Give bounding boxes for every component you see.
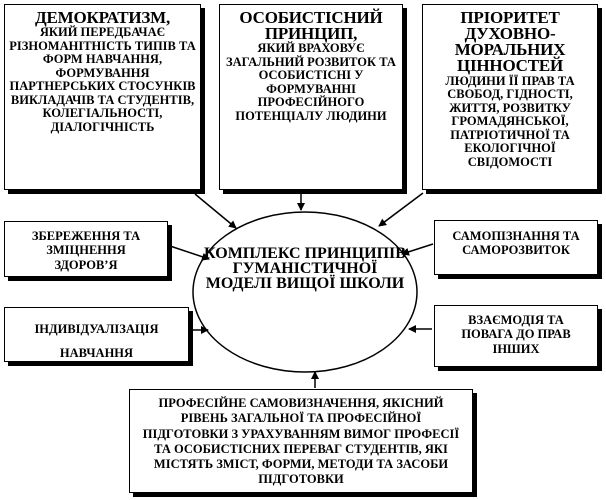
box-spiritual-values-title: ПРІОРИТЕТ ДУХОВНО-МОРАЛЬНИХ ЦІННОСТЕЙ bbox=[454, 8, 566, 76]
box-self-development-text: САМОПІЗНАННЯ ТА САМОРОЗВИТОК bbox=[452, 229, 580, 258]
box-spiritual-values bbox=[422, 4, 598, 190]
box-interaction bbox=[434, 305, 598, 367]
arrow-top-right bbox=[379, 193, 423, 226]
box-individualization bbox=[4, 307, 189, 362]
box-health bbox=[4, 221, 168, 277]
box-spiritual-values-body: ЛЮДИНИ ЇЇ ПРАВ ТА СВОБОД, ГІДНОСТІ, ЖИТТЯ, РОЗВИТКУ ГРОМАДЯНСЬКОЇ, ПАТРІОТИЧНОЇ ТА ЕКОЛОГІЧНОЇ СВІДОМОСТІ bbox=[445, 73, 575, 169]
box-personal-principle bbox=[219, 4, 403, 190]
box-personal-principle-title: ОСОБИСТІСНИЙ ПРИНЦИП, bbox=[239, 8, 383, 44]
box-personal-principle-body: ЯКИЙ ВРАХОВУЄ ЗАГАЛЬНИЙ РОЗВИТОК ТА ОСОБИСТІСНІ У ФОРМУВАННІ ПРОФЕСІЙНОГО ПОТЕНЦІАЛУ ЛЮДИНИ bbox=[226, 41, 396, 123]
box-professional-selfdetermination-text: ПРОФЕСІЙНЕ САМОВИЗНАЧЕННЯ, ЯКІСНИЙ РІВЕНЬ ЗАГАЛЬНОЇ ТА ПРОФЕСІЙНОЇ ПІДГОТОВКИ З УРАХУВАННЯМ ВИМОГ ПРОФЕСІЇ ТА ОСОБИСТІСНИХ ПЕРЕВАГ СТУДЕНТІВ, ЯКІ МІСТЯТЬ ЗМІСТ, ФОРМИ, МЕТОДИ ТА ЗАСОБИ ПІДГОТОВКИ bbox=[142, 396, 460, 487]
box-health-text: ЗБЕРЕЖЕННЯ ТА ЗМІЦНЕННЯ ЗДОРОВ’Я bbox=[31, 229, 141, 272]
box-individualization-text: ІНДИВІДУАЛІЗАЦІЯ НАВЧАННЯ bbox=[34, 322, 159, 360]
box-self-development bbox=[434, 220, 598, 275]
box-professional-selfdetermination bbox=[129, 389, 473, 493]
center-title: КОМПЛЕКС ПРИНЦИПІВ ГУМАНІСТИЧНОЇ МОДЕЛІ ВИЩОЇ ШКОЛИ bbox=[204, 245, 406, 293]
box-interaction-text: ВЗАЄМОДІЯ ТА ПОВАГА ДО ПРАВ ІНШИХ bbox=[461, 313, 571, 356]
box-democratism bbox=[4, 4, 201, 190]
center-ellipse bbox=[193, 212, 417, 372]
box-democratism-title: ДЕМОКРАТИЗМ, bbox=[34, 8, 171, 27]
box-democratism-body: ЯКИЙ ПЕРЕДБАЧАЄ РІЗНОМАНІТНІСТЬ ТИПІВ ТА ФОРМ НАВЧАННЯ, ФОРМУВАННЯ ПАРТНЕРСЬКИХ СТОСУНКІВ ВИКЛАДАЧІВ ТА СТУДЕНТІВ, КОЛЕГІАЛЬНОСТІ, ДІАЛОГІЧНІСТЬ bbox=[9, 25, 196, 134]
arrow-top-left bbox=[195, 194, 236, 228]
